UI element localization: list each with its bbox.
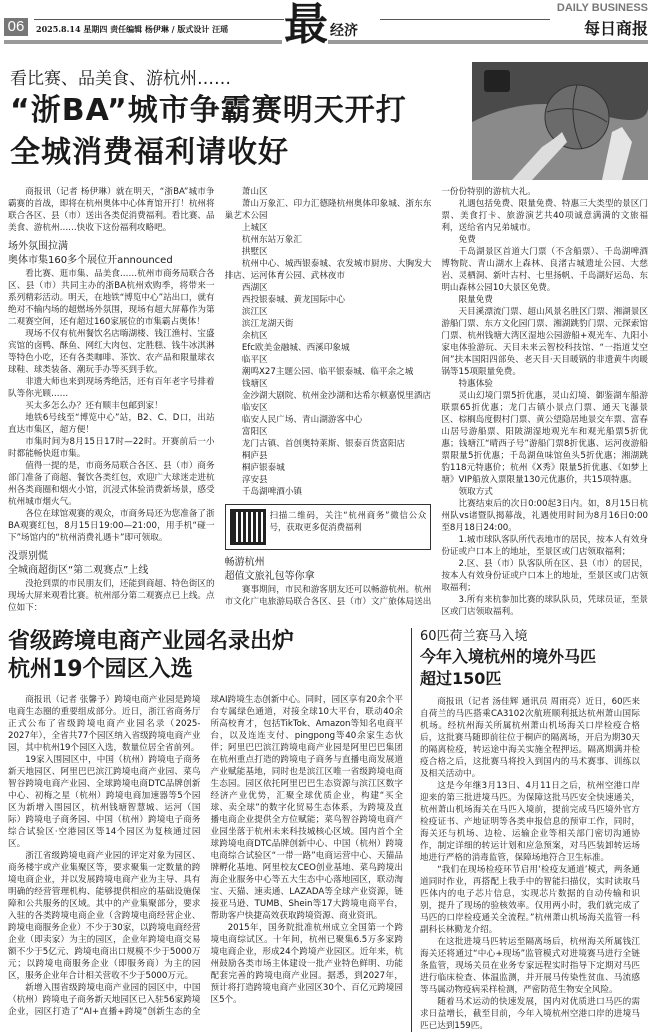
viewing-point-places: 龙门古镇、首创奥特莱斯、银泰百货富阳店 — [241, 439, 406, 449]
page-number: 06 — [4, 18, 28, 36]
paragraph: 在这批进境马匹转运至隔离场后，杭州海关所属钱江海关还将通过“中心+现场”监管模式对进境赛马进行全链条监管，现场关员在业务专家远程实时指导下定期对马匹进行临床检查、体温监测，并开展马传染性贫血、马流感等马属动物疫病采样检测，严密防范生物安全风险。 — [420, 937, 640, 995]
article2-body — [8, 694, 403, 1018]
district-name: 临安区 — [241, 403, 268, 413]
paragraph: 买太多怎么办？还有顺丰包邮到家！ — [25, 401, 163, 411]
article1-headline-line2: 全城消费福利请收好 — [10, 135, 289, 170]
paragraph: 3.所有来杭参加比赛的球队队员，凭球员证，至景区或门店领取福利。 — [441, 595, 648, 617]
viewing-point-places: Efc欧美金融城、西溪印象城 — [241, 343, 350, 353]
paragraph: 天目溪漂流门票、超山风景名胜区门票、湘湖景区游船门票、东方文化园门票、湘湖跳豹门票、元探索馆门票、杭州钱塘大湾区湿地公园游船+观光车、九阳小家电体验游玩、天目未来云智校科技馆、“一指道艾空间”扶本国阳四部奂、老天目·天目暖锅的非遗黄牛肉暖锅等15项限量免费。 — [441, 307, 648, 377]
viewing-point-places: 桐庐银泰城 — [241, 463, 285, 473]
district-name: 西湖区 — [241, 283, 268, 293]
paragraph: 2015年，国务院批准杭州成立全国第一个跨境电商综试区。十年间，杭州已聚集6.5万多家跨境电商企业，形成24个跨境产业园区。近年来，杭州鼓励各类市场主体建设一批产业特色鲜明、功能配套完善的跨境电商产业园。据悉，到2027年，预计将打造跨境电商产业园区30个、百亿元跨境园区5个。 — [210, 923, 403, 1005]
paragraph: 这是今年继3月13日、4月11日之后，杭州空港口岸迎来的第三批进境马匹。为保障这批马匹安全快速通关，杭州萧山机场海关在马匹入境前，提前完成马匹境外官方检疫证书、产地证明等各类申报信息的预审工作，同时，海关还与机场、边检、运输企业等相关部门密切沟通协作，制定详细的转运计划和应急预案，对马匹装卸转运场地进行严格的消毒监管，保障场地符合卫生标准。 — [420, 781, 640, 863]
header-rule-top — [34, 19, 284, 20]
paragraph: 千岛湖景区首道大门票（不含船票）、千岛湖啤酒博物院、青山湖水上森林、良渚古城遗址公园、大慈岩、灵栖洞、新叶古村、七里扬帆、千岛湖好运岛、东明山森林公园10大景区免费。 — [441, 247, 648, 293]
viewing-point-places: 千岛湖啤酒小镇 — [241, 487, 303, 497]
subhead: 超值文旅礼包等你拿 — [224, 571, 315, 582]
article1-lead: 商报讯（记者 杨伊琳）就在明天，“浙BA”城市争霸赛的首战，即将在杭州奥体中心体育馆开打！杭州将联合各区、县（市）送出各类促消费福利。看比赛、品美食、游杭州……快收下这份福利攻略吧。 — [8, 187, 215, 233]
viewing-point-places: 杭州东站万象汇 — [241, 235, 303, 245]
subhead: 没票别慌 — [8, 551, 48, 562]
qr-code-icon[interactable] — [230, 509, 266, 545]
subhead: 免费 — [458, 235, 476, 245]
qr-caption: 扫描二维码，关注“杭州商务”微信公众号，获取更多促消费福利 — [269, 510, 427, 532]
article3-body — [420, 696, 640, 1032]
paragraph: 浙江省级跨境电商产业园的评定对象为园区、商务楼宇或产业集聚区等，要求聚集一定数量的跨境电商企业，并以发展跨境电商产业为主导、具有明确的经营管理机构、能够提供相应的基础设施保障和公共服务的区域。其中的产业集聚部分，要求入驻的各类跨境电商企业（含跨境电商经营企业、跨境电商服务企业）不少于30家，以跨境电商经营企业（即卖家）为主的园区，企业年跨境电商交易额不少于5亿元、跨境电商出口规模不少于5000万元；以跨境电商服务企业（即服务商）为主的园区，服务企业年合计相关营收不少于5000万元。 — [8, 851, 201, 981]
article3-kicker: 60匹荷兰赛马入境 — [420, 629, 528, 644]
paper-english-name: DAILY BUSINESS — [556, 2, 648, 14]
viewing-point-places: 萧山万象汇、印力汇德隆杭州奥体印象城、浙东东巢艺术公园 — [224, 199, 432, 221]
basketball-illustration — [472, 62, 648, 180]
paragraph: 地铁6号线至“博览中心”站，B2、C、D口，出站直达市集区，超方便！ — [8, 413, 215, 435]
subhead: 全城商超街区“第二观赛点”上线 — [8, 565, 149, 576]
paragraph: 1.城市球队客队所代表地市的居民，按本人有效身份证或户口本上的地址，至景区或门店领取福利； — [441, 535, 648, 557]
article1-kicker: 看比赛、品美食、游杭州…… — [10, 69, 231, 89]
paper-name: 每日商报 — [583, 19, 648, 38]
article3-headline-line2: 超过150匹 — [420, 669, 502, 688]
article2 — [8, 628, 412, 1032]
subhead: 奥体市集160多个展位开announced — [8, 255, 173, 266]
article1-headline-line1: “浙BA”城市争霸赛明天开打 — [10, 93, 407, 128]
viewing-point-places: 滨江龙湖天街 — [241, 319, 294, 329]
paragraph: 看比赛、逛市集、品美食……杭州市商务局联合各区、县（市）共同主办的浙BA杭州欢购季，将带来一系列精彩活动。明天，在地铁“博览中心”站出口，就有绝对不输内场的超燃场外氛围，现场有超大屏幕作为第二观赛空间，还有超过160家展位的市集霸占奥体！ — [8, 269, 215, 327]
district-name: 余杭区 — [241, 331, 268, 341]
paragraph: 比赛结束后的次日0:00起3日内。如，8月15日杭州队vs诸暨队揭幕战，礼遇使用时间为8月16日0:00至8月18日24:00。 — [441, 499, 648, 533]
district-name: 上城区 — [241, 223, 268, 233]
district-name: 富阳区 — [241, 427, 268, 437]
section-name: 经济 — [330, 23, 358, 39]
viewing-point-places: 潮鸣X27主题公园、临平银泰城、临平余之城 — [241, 367, 414, 377]
district-name: 桐庐县 — [241, 451, 268, 461]
viewing-point-places: 西投银泰城、黄龙国际中心 — [241, 295, 345, 305]
subhead: 领取方式 — [458, 487, 493, 497]
paragraph: 2.区、县（市）队客队所在区、县（市）的居民，按本人有效身份证或户口本上的地址，至景区或门店领取福利； — [441, 559, 648, 593]
header-rule-left — [4, 40, 282, 44]
paragraph: 商报讯（记者 汤佳辉 通讯员 周雨亮）近日，60匹来自荷兰的马匹搭乘CA3102次航班顺利抵达杭州萧山国际机场。经杭州海关所属杭州萧山机场海关口岸检疫合格后，这批赛马随即前往位于桐庐的隔离场，开启为期30天的隔离检疫，转运途中海关实施全程押运。隔离期满并检疫合格之后，这批赛马将投入到国内的马术赛事、训练以及相关活动中。 — [420, 697, 640, 779]
viewing-point-places: 杭州中心、城西银泰城、农发城市厨房、大胸发大排店、运河体育公园、武林夜市 — [224, 259, 432, 281]
district-name: 淳安县 — [241, 475, 268, 485]
article3-headline-line1: 今年入境杭州的境外马匹 — [420, 647, 597, 666]
viewing-points-list — [225, 186, 432, 498]
article2-headline-line2: 杭州19个园区入选 — [8, 657, 193, 682]
paragraph: 市集时间为8月15日17时—22时。开赛前后一小时都能畅快逛市集。 — [8, 437, 215, 459]
article3 — [412, 628, 640, 1032]
section-logo: 最 — [284, 0, 328, 50]
article1-body — [8, 186, 648, 618]
paragraph: 各位在球馆观赛的观众，市商务局还为您准备了浙BA观赛红包，8月15日19:00—21:00，用手机“碰一下”场馆内的“杭州消费礼遇卡”即可领取。 — [8, 509, 215, 543]
article2-headline-line1: 省级跨境电商产业园名录出炉 — [8, 629, 295, 654]
paragraph: 值得一提的是，市商务局联合各区、县（市）商务部门准备了商超、餐饮各类红包，欢迎广大球迷走进杭州各类商圈和烟火小馆，沉浸式体验消费新场景，感受杭州城市烟火气。 — [8, 461, 215, 507]
lower-section — [0, 628, 652, 1036]
paragraph: 灵山幻境门票5折优惠，灵山幻境、御鉴湖车船游联票65折优惠；龙门古镇小景点门票、通天飞瀑景区、棕榈岛度假村门票、黄公望隐居地景交车票、富春山居号游船票、阳陂湖湿地观光车和观光船票5折优惠；钱塘江“晴西子号”游船门票8折优惠、运河夜游船票限量5折优惠；千岛湖鱼味馆鱼头5折优惠；湘湖跳豹118元特惠价；杭州《X秀》限量5折优惠、《如梦上塘》VIP船放入票限量130元优惠价，共15项特惠。 — [441, 391, 648, 485]
viewing-point-places: 临安人民广场、青山湖游客中心 — [241, 415, 363, 425]
subhead: 畅游杭州 — [224, 557, 265, 568]
district-name: 钱塘区 — [241, 379, 268, 389]
district-name: 临平区 — [241, 355, 268, 365]
district-name: 滨江区 — [241, 307, 268, 317]
paragraph: 没抢到票的市民朋友们，还能到商超、特色街区的现场大屏来观看比赛。杭州部分第二观赛点已上线。点位如下： — [8, 579, 215, 613]
paragraph: 现场不仅有杭州餐饮名店嗨湖楼、钱江渔村、宝盛宾馆的卤鸭、酥鱼、网红大肉包、定胜糕、钱牛冰淇淋等特色小吃，还有各类咖啡、茶饮、农产品和限量球衣球鞋、球类装备、潮玩手办等买到手软。 — [8, 329, 215, 375]
district-name: 拱墅区 — [241, 247, 268, 257]
subhead: 限量免费 — [458, 295, 493, 305]
paragraph: 19家入围园区中，中国（杭州）跨境电子商务新天地园区、阿里巴巴滨江跨境电商产业园、菜鸟智谷跨境电商产业园、全球跨境电商DTC品牌创新中心、初梅之星（杭州）跨境电商加速器等5个园区为新增入围园区，杭州钱塘智慧城、运河（国际）跨境电子商务园、中国（杭州）跨境电子商务综合试验区·空港园区等14个园区为复核通过园区。 — [8, 755, 201, 849]
header-rule-top-right — [380, 19, 550, 20]
subhead: 场外氛围拉满 — [8, 241, 68, 252]
paragraph: 非遗大师也来到现场秀绝活，还有百年老字号排着队等你光顾…… — [8, 377, 215, 399]
qr-code-box — [225, 504, 432, 550]
paragraph: 新增入围省级跨境电商产业园的园区中，中国（杭州）跨境电子商务新天地园区已入驻56家跨境企业，园区打造了“AI+直播+跨境”创新生态的全球AI跨境生态创新中心。同时，园区享有20余个平台专属绿色通道，对接全球10大平台，联动40余所高校育才，包括TikTok、Amazon等知名电商平台，以及连连支付、pingpong等40余家生态伙伴；阿里巴巴滨江跨境电商产业园是阿里巴巴集团在杭州重点打造的跨境电子商务与直播电商发展道产业赋能基地，同时也是滨江区唯一省级跨境电商生态园。园区依托阿里巴巴生态资源与滨江区数字经济产业优势，汇聚全球优质企业，构建“买全球、卖全球”的数字化贸易生态体系，为跨境及直播电商企业提供全方位赋能；菜鸟智谷跨境电商产业园坐落于杭州未来科技城核心区域。国内首个全球跨境电商DTC品牌创新中心、中国（杭州）跨境电商综合试验区“一带一路”电商运营中心、天猫品牌孵化基地、阿里校友CEO创业基地、菜鸟跨境出海企业服务中心等五大生态中心落地园区，联动淘宝、天猫、速卖通、LAZADA等全球产业资源，链接亚马逊、TUMB、Shein等17大跨境电商平台，帮助客户快捷高效获取跨境资源、商业资讯。 — [8, 695, 403, 1017]
subhead: 特惠体验 — [458, 379, 493, 389]
header-rule-right — [328, 40, 648, 44]
viewing-point-places: 金沙湖大剧院、杭州金沙湖和达希尔顿嘉悦里酒店 — [241, 391, 431, 401]
paragraph: 商报讯（记者 张馨予）跨境电商产业园是跨境电商生态圈的重要组成部分。近日，浙江省商务厅正式公布了省级跨境电商产业园名录（2025-2027年），全省共77个园区纳入省级跨境电商产业园，其中杭州19个园区入选，数量位居全省前列。 — [8, 695, 201, 753]
paragraph: 礼遇包括免费、限量免费、特惠三大类型的景区门票、美食打卡、旅游演艺共40项诚意满满的文旅福利，送给省内兄弟城市。 — [441, 199, 648, 233]
paragraph: 赛事期间，市民和游客朋友还可以畅游杭州。杭州市文化广电旅游局联合各区、县（市）文广旅体局送出一份份特别的游杭大礼。 — [224, 187, 536, 607]
district-name: 萧山区 — [241, 187, 268, 197]
paragraph: “我们在现场检疫环节启用‘检疫友通道’模式，两条通道同时作业，再搭配上我手中的智能扫描仪，实时读取马匹体内的电子芯片信息，实现芯片数据的自动传输和识别，提升了现场的验核效率。仅用两小时，我们就完成了马匹的口岸检疫通关全流程。”杭州萧山机场海关监管一科副科长林勤龙介绍。 — [420, 865, 640, 935]
paragraph: 随着马术运动的快速发展，国内对优质进口马匹的需求日益增长，截至目前，今年入境杭州空港口岸的进境马匹已达到159匹。 — [420, 997, 640, 1031]
issue-meta: 2025.8.14 星期四 责任编辑 杨伊琳 / 版式设计 汪瑶 — [36, 24, 229, 34]
